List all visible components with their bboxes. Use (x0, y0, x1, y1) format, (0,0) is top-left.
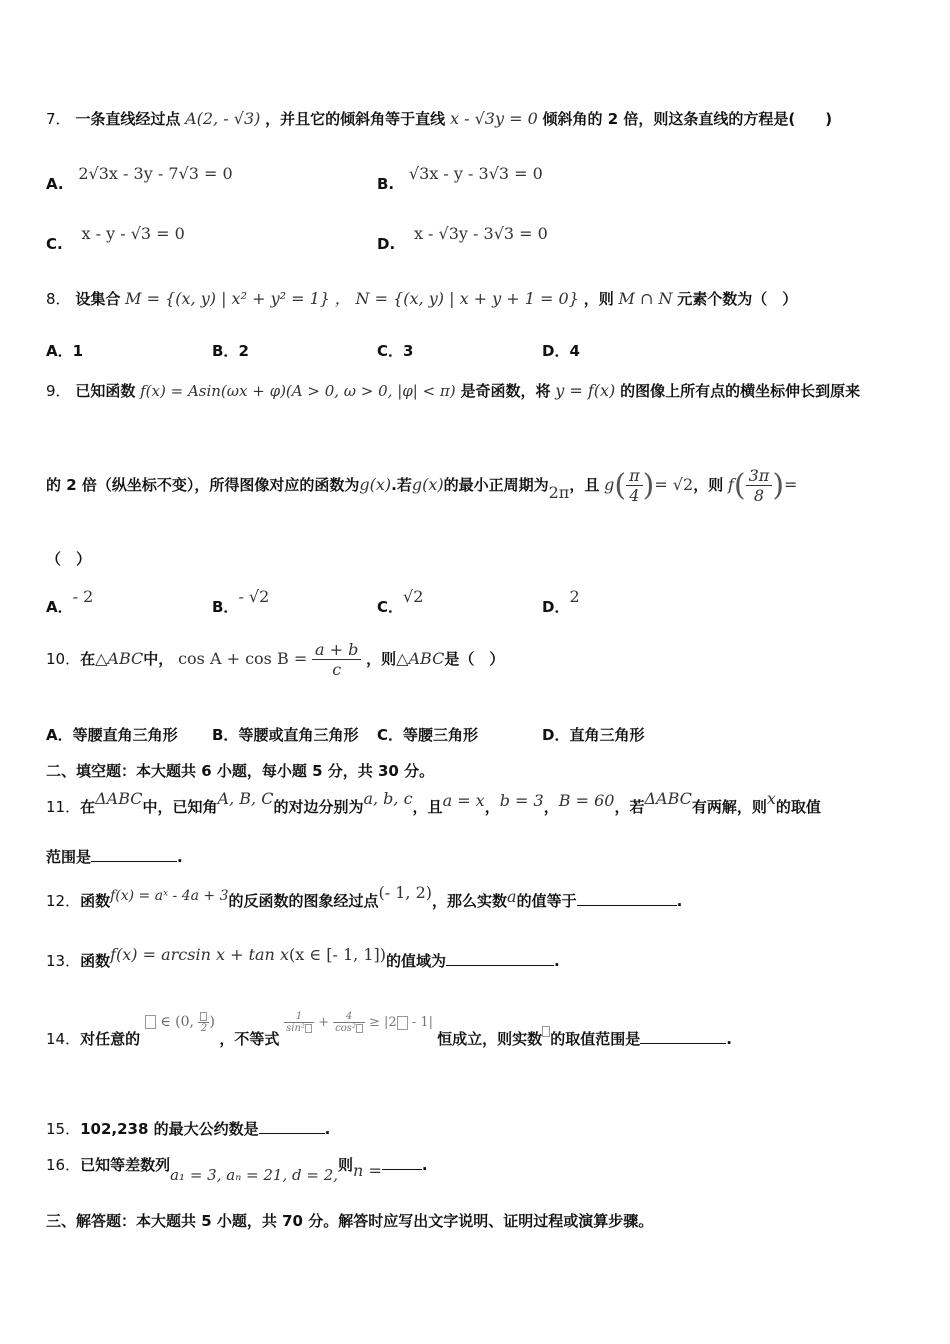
q7-number: 7． (46, 110, 71, 128)
q11-b: b = 3 (499, 791, 544, 810)
fraction-denominator: 8 (753, 486, 765, 505)
q11-text-1: 在 (80, 798, 96, 816)
fraction-denominator: c (332, 660, 342, 679)
q12-a: a (507, 887, 517, 906)
option-label: D. (377, 235, 396, 253)
q11-x: x (766, 789, 776, 808)
option-label: C． (377, 598, 404, 616)
q15-end: . (324, 1120, 331, 1138)
q13-number: 13． (46, 952, 81, 970)
q14-text-2: ，不等式 (219, 1030, 280, 1048)
left-paren-icon: ( (614, 467, 627, 503)
q13-end: . (554, 952, 560, 970)
placeholder-box-icon (542, 1026, 550, 1037)
option-value: 3 (403, 342, 414, 360)
option-text: 等腰三角形 (403, 726, 479, 744)
q11-text-6: 有两解，则 (691, 798, 767, 816)
q9-option-c (377, 586, 424, 616)
q12-text-3: ，那么实数 (432, 892, 508, 910)
fraction-numerator: a + b (312, 640, 361, 660)
option-label: C． (377, 726, 404, 744)
q14-condition-expr: ∈ (0, (160, 1014, 199, 1030)
q10-option-c (377, 724, 478, 745)
q14-answer-blank[interactable] (640, 1029, 726, 1044)
option-label: D． (542, 726, 570, 744)
fraction-denominator: sin² (284, 1023, 314, 1034)
option-label: B． (212, 342, 239, 360)
q11-a: a = x (442, 791, 485, 810)
q9-option-a (46, 586, 94, 616)
q12-text-4: 的值等于 (516, 892, 577, 910)
q14-plus: + (318, 1015, 329, 1030)
q9-text-7: ，且 (569, 476, 600, 494)
q14-condition: ∈ (0, 2 ) (145, 1014, 219, 1030)
q10-lhs: cos A + cos B = (178, 649, 308, 668)
option-label: A． (46, 726, 73, 744)
q14-end: . (726, 1030, 732, 1048)
question-11 (46, 789, 904, 817)
q8-intersection: M ∩ N (618, 289, 673, 308)
option-label: C. (46, 235, 63, 253)
q12-number: 12． (46, 892, 81, 910)
q8-option-d (542, 340, 580, 361)
q9-text-6: 的最小正周期为 (443, 476, 549, 494)
fraction-numerator (198, 1011, 209, 1023)
q10-text-2: 中， (143, 650, 174, 668)
q15-number: 15． (46, 1120, 81, 1138)
q10-triangle: △ABC (95, 649, 144, 668)
q8-separator: ， (334, 289, 351, 308)
q7-point: A(2, - √3) (185, 109, 261, 128)
q9-f-argument (746, 466, 773, 505)
q13-text-2: 的值域为 (386, 952, 447, 970)
q9-f-equals: = (784, 475, 798, 494)
q14-variable (542, 1022, 550, 1040)
option-value: 4 (569, 342, 580, 360)
q14-fraction-2 (333, 1011, 365, 1034)
right-paren-icon: ) (642, 467, 655, 503)
q9-g-argument (626, 466, 643, 505)
option-expr: √2 (403, 587, 424, 606)
q9-number: 9． (46, 382, 71, 400)
option-expr: 2√3x - 3y - 7√3 = 0 (78, 164, 233, 183)
q14-ineq: ≥ |2 (369, 1015, 397, 1030)
q14-inequality (284, 1011, 437, 1034)
question-9-line-3 (46, 548, 904, 569)
q14-text-4: 的取值范围是 (550, 1030, 641, 1048)
placeholder-box-icon (305, 1024, 312, 1033)
q10-text-4: 是（ ） (444, 650, 505, 668)
q8-text-2: ，则 (583, 290, 614, 308)
q9-text-9: （ ） (46, 550, 92, 568)
q10-fraction (312, 640, 361, 679)
section-3-heading: 三、解答题：本大题共 5 小题，共 70 分。解答时应写出文字说明、证明过程或演算步骤。 (46, 1212, 654, 1230)
section-2-heading: 二、填空题：本大题共 6 小题，每小题 5 分，共 30 分。 (46, 762, 435, 780)
option-label: A． (46, 598, 73, 616)
q8-text-1: 设集合 (75, 290, 121, 308)
q8-set-n: N = {(x, y) | x + y + 1 = 0} (355, 289, 579, 308)
q9-text-5: .若 (391, 476, 412, 494)
q11-text-4: ，且 (412, 798, 443, 816)
q11-sides: a, b, c (363, 789, 413, 808)
option-text: 等腰或直角三角形 (238, 726, 359, 744)
q12-answer-blank[interactable] (577, 891, 677, 906)
q9-y-equals-fx: y = f(x) (555, 381, 616, 400)
q11-triangle-2: ΔABC (644, 789, 692, 808)
q7-text-1: 一条直线经过点 (75, 110, 181, 128)
question-13 (46, 945, 904, 971)
option-text: 直角三角形 (569, 726, 645, 744)
q16-end: . (421, 1156, 428, 1174)
question-12 (46, 883, 904, 911)
q11-comma-2: ， (543, 798, 559, 816)
q11-angle-b: B = 60 (558, 791, 615, 810)
q14-fraction-1 (284, 1011, 314, 1034)
question-7 (46, 108, 904, 129)
fraction-denominator: 2 (200, 1022, 208, 1034)
option-label: C． (377, 342, 404, 360)
q16-text-1: 已知等差数列 (80, 1156, 171, 1174)
q13-domain: (x ∈ [- 1, 1]) (288, 945, 386, 964)
option-expr: √3x - y - 3√3 = 0 (408, 164, 543, 183)
q12-function: f(x) = aˣ - 4a + 3 (110, 888, 229, 904)
q13-text-1: 函数 (80, 952, 111, 970)
q11-answer-blank[interactable] (91, 847, 177, 862)
q14-text-3: 恒成立，则实数 (437, 1030, 543, 1048)
question-9-line-2 (46, 466, 904, 505)
q9-text-2: 是奇函数，将 (460, 382, 551, 400)
q12-point: (- 1, 2) (378, 883, 433, 902)
q8-option-b (212, 340, 249, 361)
fraction-numerator: 3π (746, 466, 773, 486)
fraction-denominator: 4 (629, 486, 640, 505)
right-paren-icon: ) (772, 467, 785, 503)
q7-line-equation: x - √3y = 0 (449, 109, 538, 128)
q14-text-1: 对任意的 (80, 1030, 141, 1048)
q9-text-1: 已知函数 (75, 382, 136, 400)
q13-answer-blank[interactable] (446, 951, 554, 966)
q7-option-c (46, 224, 185, 253)
q9-gx-2: g(x) (411, 475, 444, 494)
q8-set-m: M = {(x, y) | x² + y² = 1} (125, 289, 330, 308)
q7-option-d (377, 224, 548, 253)
option-value: 1 (72, 342, 84, 360)
question-16 (46, 1154, 904, 1184)
q8-option-a (46, 340, 83, 361)
option-label: A． (46, 342, 73, 360)
left-paren-icon: ( (733, 467, 746, 503)
q13-function: f(x) = arcsin x + tan x (110, 945, 289, 964)
q9-option-b (212, 586, 270, 616)
option-label: B. (377, 175, 395, 193)
q9-text-3: 的图像上所有点的横坐标伸长到原来 (620, 382, 861, 400)
q7-option-a (46, 164, 233, 193)
q8-text-3: 元素个数为（ ） (677, 290, 798, 308)
option-label: B． (212, 726, 239, 744)
q11-number: 11． (46, 798, 81, 816)
q12-text-1: 函数 (80, 892, 111, 910)
placeholder-box-icon (145, 1015, 156, 1029)
option-expr: - √2 (238, 587, 270, 606)
q8-option-c (377, 340, 413, 361)
option-expr: 2 (569, 587, 580, 606)
q16-sequence: a₁ = 3, aₙ = 21, d = 2, (170, 1166, 339, 1184)
q12-end: . (676, 892, 683, 910)
question-14 (46, 1011, 904, 1052)
q9-option-d (542, 586, 580, 616)
q11-end: . (177, 848, 183, 866)
option-expr: x - y - √3 = 0 (81, 224, 185, 243)
option-label: D． (542, 342, 570, 360)
q8-number: 8． (46, 290, 71, 308)
q10-number: 10． (46, 650, 81, 668)
fraction-numerator: 1 (284, 1011, 314, 1023)
question-15 (46, 1118, 904, 1139)
q11-comma-1: ， (484, 798, 500, 816)
q10-option-a (46, 724, 178, 745)
q7-text-3: 倾斜角的 2 倍，则这条直线的方程是( ) (542, 110, 833, 128)
fraction-numerator: 4 (333, 1011, 365, 1023)
q11-text-7: 的取值 (775, 798, 821, 816)
q14-condition-fraction (198, 1011, 209, 1034)
q10-option-d (542, 724, 644, 745)
q9-text-8: ，则 (693, 476, 724, 494)
q11-text-3: 的对边分别为 (273, 798, 364, 816)
question-8 (46, 286, 904, 309)
option-expr: - 2 (72, 587, 94, 606)
q10-option-b (212, 724, 358, 745)
fraction-denominator: cos² (333, 1023, 365, 1034)
q11-angles: A, B, C (217, 789, 274, 808)
q9-f-symbol: f (727, 475, 734, 494)
q14-ineq-end: - 1| (407, 1015, 434, 1030)
q9-function: f(x) = Asin(ωx + φ)(A > 0, ω > 0, |φ| < π) (140, 382, 456, 400)
q16-n: n = (353, 1161, 382, 1180)
question-11-line-2 (46, 846, 904, 867)
q9-text-4: 的 2 倍（纵坐标不变），所得图像对应的函数为 (46, 476, 360, 494)
q15-text-1: 102,238 的最大公约数是 (80, 1120, 259, 1138)
q14-number: 14． (46, 1030, 81, 1048)
placeholder-box-icon (397, 1016, 408, 1030)
question-10 (46, 640, 904, 679)
option-label: D． (542, 598, 570, 616)
option-label: B． (212, 598, 239, 616)
fraction-numerator: π (626, 466, 643, 486)
q10-text-3: ，则 (366, 650, 397, 668)
q16-number: 16． (46, 1156, 81, 1174)
placeholder-box-icon (356, 1024, 363, 1033)
option-label: A. (46, 175, 64, 193)
q11-text-2: 中，已知角 (142, 798, 218, 816)
q9-g-symbol: g (604, 475, 615, 494)
q12-text-2: 的反函数的图象经过点 (228, 892, 379, 910)
option-value: 2 (238, 342, 249, 360)
q7-option-b (377, 164, 543, 193)
q16-answer-blank[interactable] (382, 1161, 422, 1170)
q9-g-value: = √2 (654, 475, 694, 494)
q11-text-8: 范围是 (46, 848, 92, 866)
q9-period: 2π (548, 483, 570, 502)
q10-text-1: 在 (80, 650, 96, 668)
q9-gx: g(x) (359, 475, 392, 494)
q15-answer-blank[interactable] (259, 1119, 325, 1134)
q10-triangle-2: △ABC (396, 649, 445, 668)
option-text: 等腰直角三角形 (72, 726, 178, 744)
q11-text-5: ，若 (614, 798, 645, 816)
q11-triangle: ΔABC (95, 789, 143, 808)
q7-text-2: ，并且它的倾斜角等于直线 (265, 110, 446, 128)
option-expr: x - √3y - 3√3 = 0 (413, 224, 548, 243)
placeholder-box-icon (200, 1012, 207, 1021)
question-9 (46, 380, 904, 401)
q16-text-2: 则 (338, 1156, 354, 1174)
